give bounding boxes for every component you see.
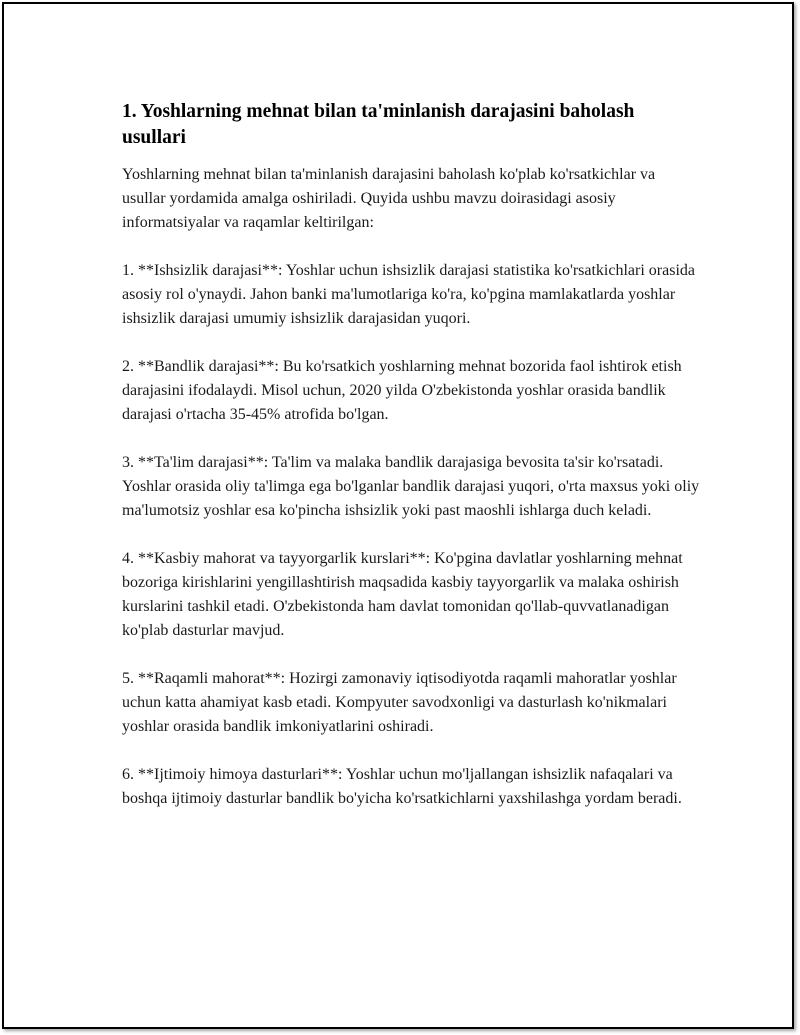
list-item-digital-skills: 5. **Raqamli mahorat**: Hozirgi zamonaviy iqtisodiyotda raqamli mahoratlar yoshlar uchun katta ahamiyat kasb etadi. Kompyuter savodxonligi va dasturlash ko'nikmalari yoshlar orasida bandlik imkoniyatlarini oshiradi.: [122, 670, 677, 735]
list-item-vocational-training: 4. **Kasbiy mahorat va tayyorgarlik kurslari**: Ko'pgina davlatlar yoshlarning mehnat bozoriga kirishlarini yengillashtirish maqsadida kasbiy tayyorgarlik va malaka oshirish kurslarini tashkil etadi. O'zbekistonda ham davlat tomonidan qo'llab-quvvatlanadigan ko'plab dasturlar mavjud.: [122, 550, 683, 639]
list-item-unemployment-rate: 1. **Ishsizlik darajasi**: Yoshlar uchun ishsizlik darajasi statistika ko'rsatkichlari orasida asosiy rol o'ynaydi. Jahon banki ma'lumotlariga ko'ra, ko'pgina mamlakatlarda yoshlar ishsizlik darajasi umumiy ishsizlik darajasidan yuqori.: [122, 262, 695, 327]
list-item-education-level: 3. **Ta'lim darajasi**: Ta'lim va malaka bandlik darajasiga bevosita ta'sir ko'rsatadi. Yoshlar orasida oliy ta'limga ega bo'lganlar bandlik darajasi yuqori, o'rta maxsus yoki oliy ma'lumotsiz yoshlar esa ko'pincha ishsizlik yoki past maoshli ishlarga duch keladi.: [122, 454, 700, 519]
list-item-employment-rate: 2. **Bandlik darajasi**: Bu ko'rsatkich yoshlarning mehnat bozorida faol ishtirok etish darajasini ifodalaydi. Misol uchun, 2020 yilda O'zbekistonda yoshlar orasida bandlik darajasi o'rtacha 35-45% atrofida bo'lgan.: [122, 358, 682, 423]
list-item-social-protection: 6. **Ijtimoiy himoya dasturlari**: Yoshlar uchun mo'ljallangan ishsizlik nafaqalari va boshqa ijtimoiy dasturlar bandlik bo'yicha ko'rsatkichlarni yaxshilashga yordam beradi.: [122, 766, 682, 807]
document-page: [2, 2, 794, 1029]
document-body: [122, 99, 702, 835]
intro-paragraph: Yoshlarning mehnat bilan ta'minlanish darajasini baholash ko'plab ko'rsatkichlar va usullar yordamida amalga oshiriladi. Quyida ushbu mavzu doirasidagi asosiy informatsiyalar va raqamlar keltirilgan:: [122, 166, 656, 231]
section-heading: 1. Yoshlarning mehnat bilan ta'minlanish darajasini baholash usullari: [122, 101, 635, 148]
